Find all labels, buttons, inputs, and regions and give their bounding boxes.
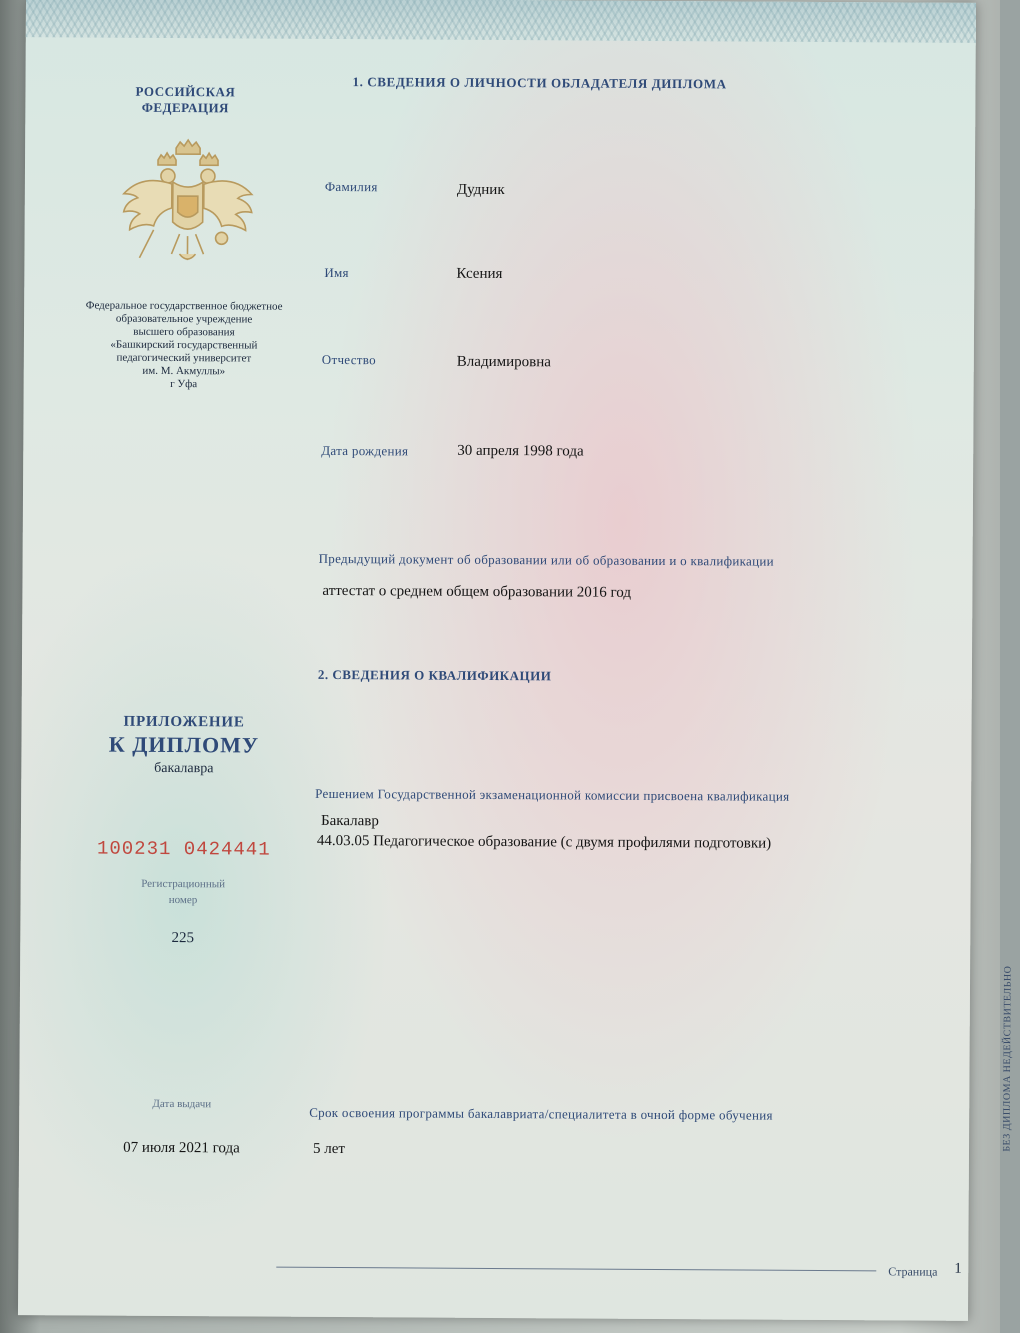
issuing-organization: [64, 299, 305, 391]
patronymic-value: Владимировна: [456, 353, 551, 371]
previous-document-label: Предыдущий документ об образовании или об образовании и о квалификации: [318, 550, 774, 569]
program-value: 44.03.05 Педагогическое образование (с двумя профилями подготовки): [316, 832, 772, 852]
appendix-title-line-1: ПРИЛОЖЕНИЕ: [123, 713, 245, 731]
footer-line: [276, 1267, 876, 1272]
registration-label-line-1: Регистрационный: [141, 877, 226, 891]
org-line: высшего образования: [133, 325, 235, 339]
serial-number: 100231 0424441: [96, 837, 271, 861]
coat-of-arms-icon: [117, 138, 258, 269]
org-line: г Уфа: [170, 377, 198, 391]
section-1-heading: 1. СВЕДЕНИЯ О ЛИЧНОСТИ ОБЛАДАТЕЛЯ ДИПЛОМА: [352, 74, 727, 92]
surname-value: Дудник: [456, 181, 505, 199]
org-line: педагогический университет: [116, 351, 252, 365]
birth-date-label: Дата рождения: [321, 442, 409, 459]
org-line: им. М. Акмуллы»: [142, 364, 226, 378]
org-line: образовательное учреждение: [115, 312, 253, 326]
country-line-1: РОССИЙСКАЯ: [135, 83, 236, 100]
issue-date: 07 июля 2021 года: [123, 1139, 240, 1157]
country-line-2: ФЕДЕРАЦИЯ: [141, 99, 230, 116]
validity-note: БЕЗ ДИПЛОМА НЕДЕЙСТВИТЕЛЬНО: [1001, 965, 1014, 1152]
qualification-value: Бакалавр: [320, 812, 379, 830]
name-value: Ксения: [456, 265, 503, 283]
diploma-sheet: [18, 0, 1014, 1321]
patronymic-label: Отчество: [321, 351, 376, 368]
registration-number: 225: [171, 930, 195, 947]
issue-date-label: Дата выдачи: [152, 1097, 212, 1111]
org-line: «Башкирский государственный: [110, 338, 258, 352]
appendix-title-line-2: К ДИПЛОМУ: [108, 731, 260, 758]
name-label: Имя: [324, 264, 349, 281]
registration-label-line-2: номер: [168, 893, 198, 907]
page-number: 1: [954, 1260, 962, 1277]
appendix-degree: бакалавра: [154, 760, 214, 777]
section-2-heading: 2. СВЕДЕНИЯ О КВАЛИФИКАЦИИ: [317, 666, 552, 684]
duration-value: 5 лет: [312, 1140, 346, 1158]
previous-document-value: аттестат о среднем общем образовании 2016 год: [322, 582, 632, 601]
page-label: Страница: [888, 1264, 938, 1279]
registration-label: [100, 876, 265, 909]
qualification-decision-label: Решением Государственной экзаменационной комиссии присвоена квалификация: [315, 785, 790, 804]
org-line: Федеральное государственное бюджетное: [85, 299, 283, 313]
surname-label: Фамилия: [324, 178, 378, 195]
country-title: [120, 84, 250, 117]
guilloche-border: [26, 0, 976, 43]
duration-label: Срок освоения программы бакалавриата/специалитета в очной форме обучения: [309, 1104, 773, 1123]
birth-date-value: 30 апреля 1998 года: [457, 442, 584, 460]
